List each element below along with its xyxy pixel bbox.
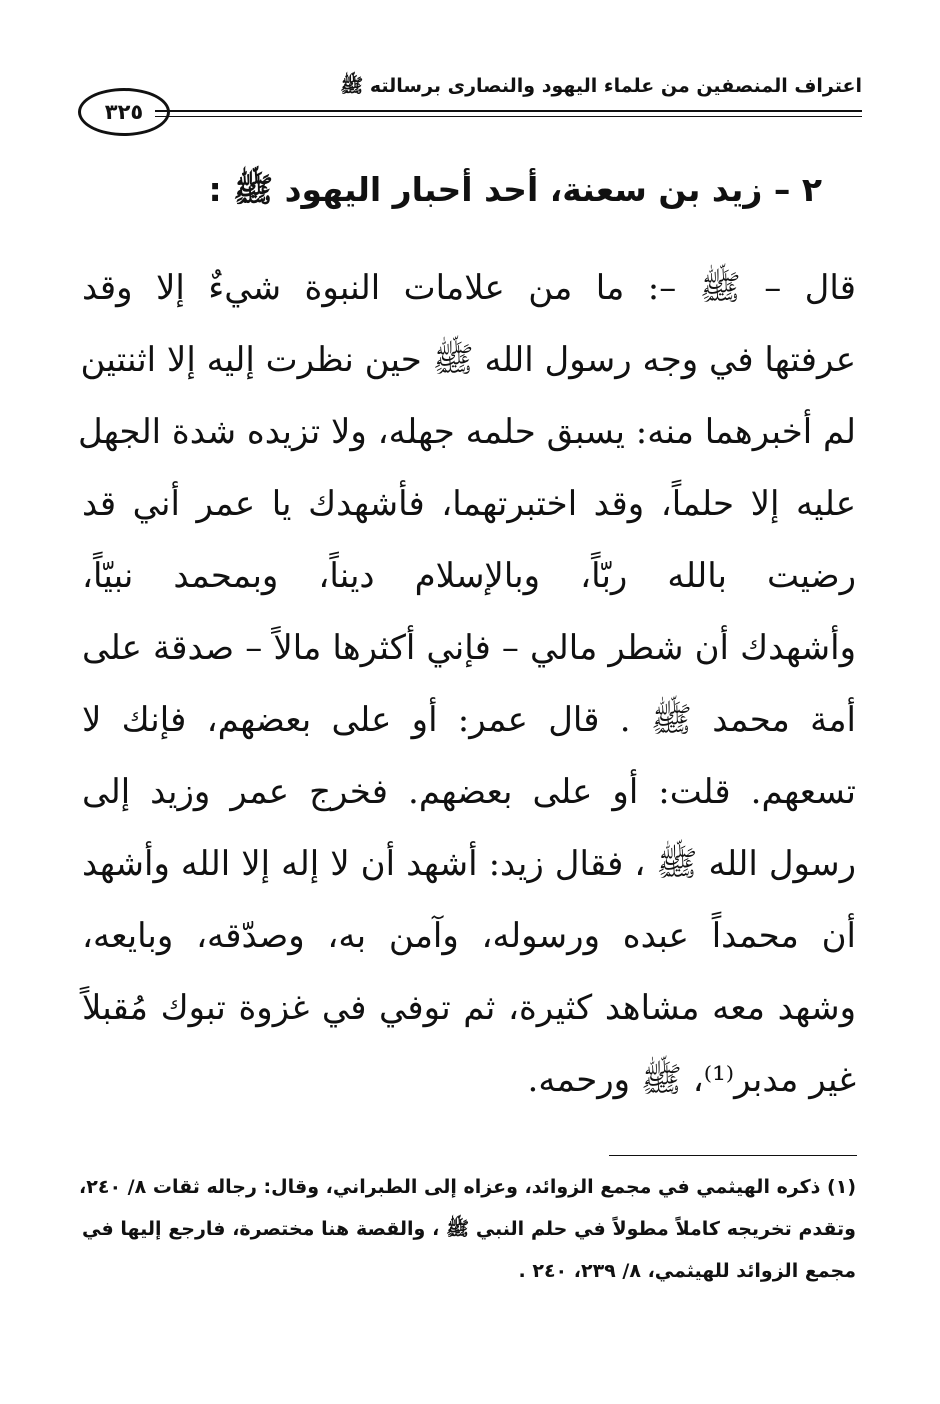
- header-rule-thin: [155, 116, 862, 117]
- header-rule: [155, 110, 862, 112]
- body-line: رسول الله ﷺ ، فقال زيد: أشهد أن لا إله إلا الله وأشهد: [82, 844, 856, 884]
- body-line: أن محمداً عبده ورسوله، وآمن به، وصدّقه، وبايعه،: [82, 916, 856, 956]
- running-header-title: اعتراف المنصفين من علماء اليهود والنصارى برسالته ﷺ: [340, 75, 862, 97]
- section-heading: ٢ – زيد بن سعنة، أحد أحبار اليهود ﷺ :: [208, 170, 822, 209]
- footnote-line: مجمع الزوائد للهيثمي، ٨/ ٢٣٩، ٢٤٠ .: [518, 1260, 856, 1282]
- body-line: أمة محمد ﷺ . قال عمر: أو على بعضهم، فإنك لا: [82, 700, 856, 740]
- footnote-separator: [609, 1155, 857, 1156]
- body-line: تسعهم. قلت: أو على بعضهم. فخرج عمر وزيد إلى: [82, 772, 856, 812]
- body-line: وشهد معه مشاهد كثيرة، ثم توفي في غزوة تبوك مُقبلاً: [82, 988, 856, 1028]
- footnotes: [79, 1168, 856, 1294]
- footnote-line: (١) ذكره الهيثمي في مجمع الزوائد، وعزاه إلى الطبراني، وقال: رجاله ثقات ٨/ ٢٤٠،: [79, 1176, 856, 1198]
- page-number: ٣٢٥: [78, 88, 170, 136]
- body-line: رضيت بالله ربّاً، وبالإسلام ديناً، وبمحمد نبيّاً،: [82, 556, 856, 596]
- body-line: عرفتها في وجه رسول الله ﷺ حين نظرت إليه إلا اثنتين: [80, 340, 856, 380]
- footnote-line: وتقدم تخريجه كاملاً مطولاً في حلم النبي ﷺ ، والقصة هنا مختصرة، فارجع إليها في: [82, 1218, 856, 1240]
- body-line: لم أخبرهما منه: يسبق حلمه جهله، ولا تزيده شدة الجهل: [77, 412, 856, 452]
- body-line: قال – ﷺ –: ما من علامات النبوة شيءٌ إلا وقد: [82, 268, 856, 308]
- body-text: [77, 258, 856, 1122]
- body-line: غير مدبر⁽¹⁾، ﷺ ورحمه.: [527, 1060, 856, 1100]
- body-line: عليه إلا حلماً، وقد اختبرتهما، فأشهدك يا عمر أني قد: [82, 484, 856, 524]
- body-line: وأشهدك أن شطر مالي – فإني أكثرها مالاً – صدقة على: [82, 628, 856, 668]
